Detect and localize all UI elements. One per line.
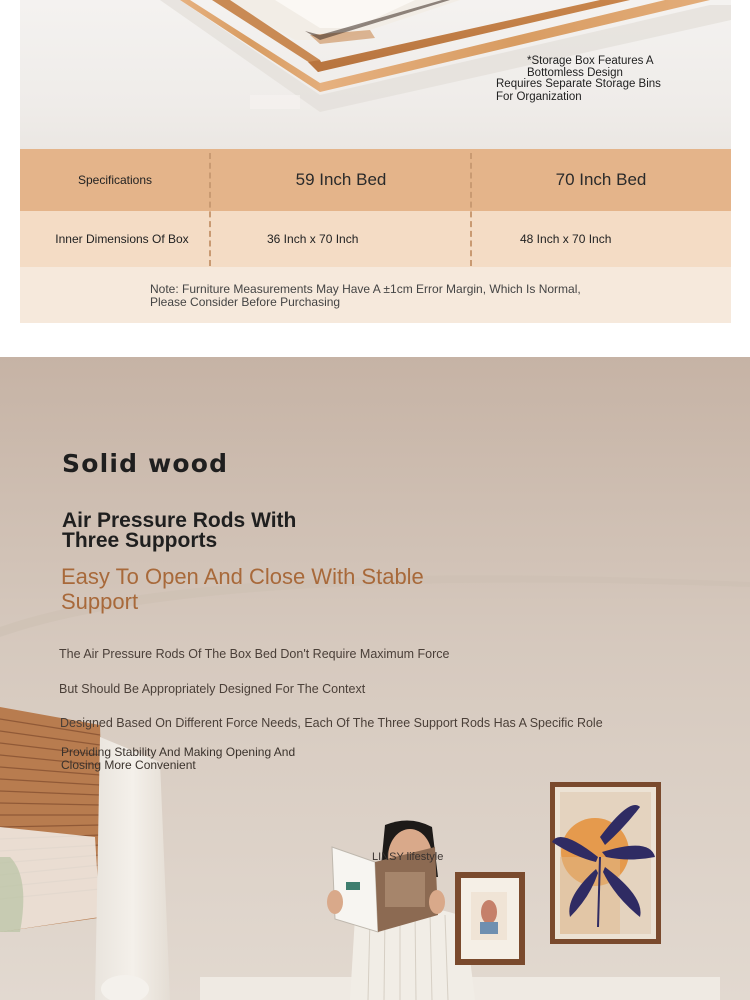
- description-paragraph-4-line1: Providing Stability And Making Opening And: [61, 745, 296, 759]
- feature-heading: [62, 511, 382, 551]
- spec-row-59-value: 36 Inch x 70 Inch: [267, 232, 359, 246]
- small-framed-picture: [455, 872, 525, 965]
- feature-tagline-line2: Support: [61, 589, 139, 614]
- spec-row-label: Inner Dimensions Of Box: [55, 232, 189, 246]
- lifestyle-banner: [0, 357, 750, 1000]
- description-paragraph-4: [61, 746, 321, 772]
- spec-row-70-value: 48 Inch x 70 Inch: [520, 232, 612, 246]
- measurement-note-line1: Note: Furniture Measurements May Have A ±1cm Error Margin, Which Is Normal,: [150, 282, 581, 296]
- description-paragraph-1: The Air Pressure Rods Of The Box Bed Don't Require Maximum Force: [59, 647, 450, 661]
- storage-note-line3: Requires Separate Storage Bins: [496, 78, 661, 90]
- feature-tagline: [61, 564, 481, 614]
- specifications-table: [20, 149, 731, 323]
- curtain: [95, 737, 170, 1000]
- storage-note-line4: For Organization: [496, 90, 582, 103]
- spec-header-label: Specifications: [77, 173, 153, 187]
- measurement-note: [150, 283, 630, 309]
- window-blinds: [0, 707, 105, 932]
- bed-frame-photo: [20, 0, 731, 150]
- description-paragraph-2: But Should Be Appropriately Designed For The Context: [59, 682, 366, 696]
- feature-heading-line1: Air Pressure Rods With: [62, 509, 297, 532]
- brand-watermark-text: LINSY lifestyle: [372, 851, 444, 863]
- description-paragraph-4-line2: Closing More Convenient: [61, 758, 196, 772]
- description-paragraph-3: Designed Based On Different Force Needs, Each Of The Three Support Rods Has A Specific Role: [60, 716, 603, 730]
- feature-heading-line2: Three Supports: [62, 529, 218, 552]
- storage-box-note: [496, 56, 696, 103]
- large-framed-botanical-art: [550, 782, 661, 944]
- section-title: Solid wood: [62, 449, 229, 478]
- feature-tagline-line1: Easy To Open And Close With Stable: [61, 564, 424, 589]
- spec-header-59-inch: 59 Inch Bed: [295, 170, 387, 189]
- storage-note-line2: Bottomless Design: [527, 66, 623, 79]
- measurement-note-line2: Please Consider Before Purchasing: [150, 295, 341, 309]
- storage-note-line1: *Storage Box Features A: [527, 55, 654, 67]
- spec-header-70-inch: 70 Inch Bed: [555, 170, 647, 189]
